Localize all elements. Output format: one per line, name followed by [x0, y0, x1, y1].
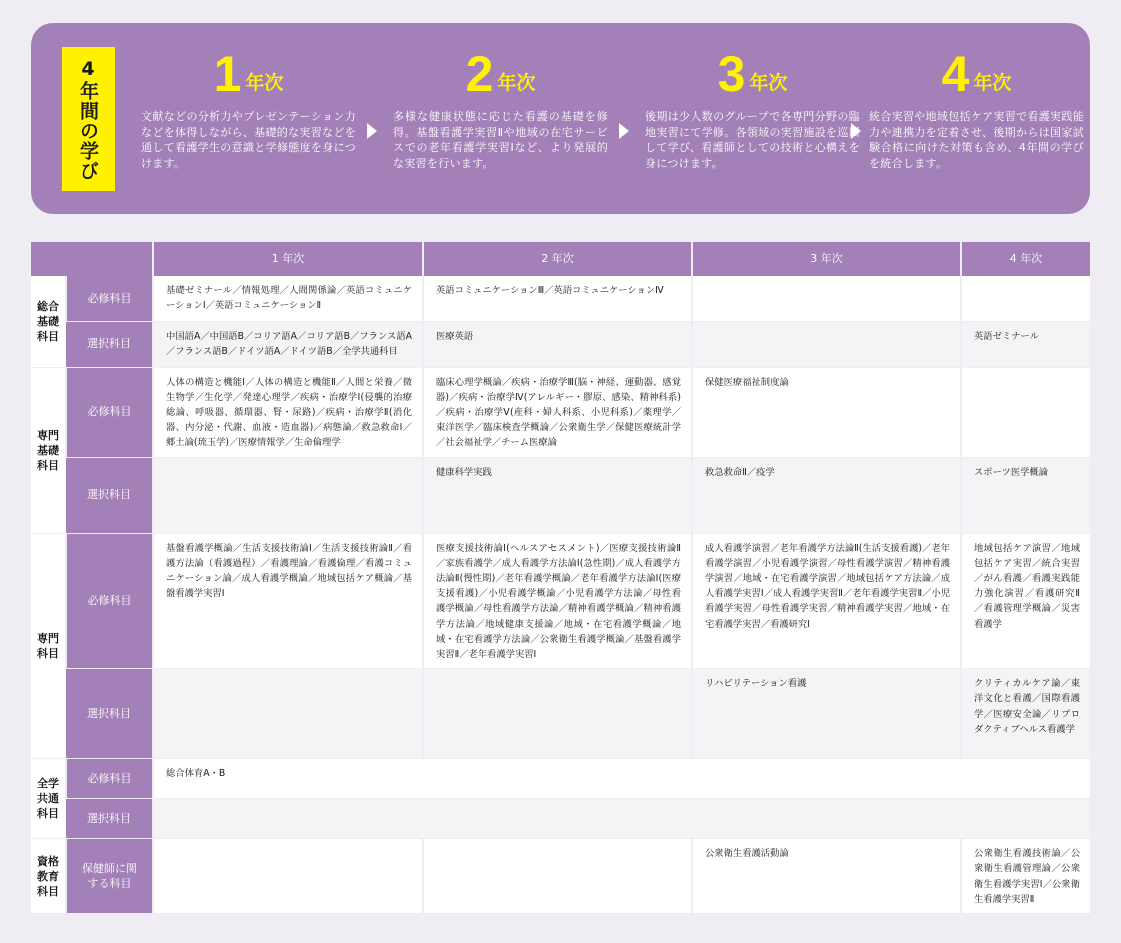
table-row — [31, 759, 1090, 799]
basic-required-y3: 保健医療福祉制度論 — [705, 376, 789, 388]
label-required: 必修科目 — [66, 367, 153, 457]
general-required-y4 — [962, 276, 1090, 289]
table-row — [31, 457, 1090, 533]
year-1-number: 1 — [213, 46, 242, 102]
basic-required-y2: 臨床心理学概論／疾病・治療学Ⅲ(脳・神経、運動器、感覚器)／疾病・治療学Ⅳ(アレルギー・膠原、感染、精神科系)／疾病・治療学Ⅴ(産科・婦人科系、小児科系)／薬理学／東洋医学／臨床検査学概論／公衆衛生学／保健医療統計学／社会福祉学／チーム医療論 — [436, 376, 681, 449]
label-required: 必修科目 — [66, 276, 153, 321]
year-2-description: 多様な健康状態に応じた看護の基礎を修得。基盤看護学実習Ⅱや地域の在宅サービスでの老年看護学実習Ⅰなど、より発展的な実習を行います。 — [393, 110, 608, 170]
license-phn-y1 — [154, 839, 422, 852]
year-2-suffix: 年次 — [497, 72, 536, 94]
category-license: 資格教育科目 — [31, 839, 66, 914]
basic-elective-y2: 健康科学実践 — [436, 466, 492, 478]
general-required-y3 — [693, 276, 960, 289]
major-elective-y2 — [424, 669, 691, 682]
year-4-block — [869, 37, 1084, 171]
major-elective-y1 — [154, 669, 422, 682]
year-3-description: 後期は少人数のグループで各専門分野の臨地実習にて学修。各領域の実習施設を巡回して学び、看護師としての技術と心構えを身につけます。 — [645, 110, 860, 170]
year-3-suffix: 年次 — [749, 72, 788, 94]
arrow-right-icon — [367, 123, 377, 139]
badge-label: 4年間の学び — [77, 57, 99, 181]
general-elective-y1: 中国語A／中国語B／コリア語A／コリア語B／フランス語A／フランス語B／ドイツ語A／ドイツ語B／全学共通科目 — [166, 330, 412, 357]
table-row — [31, 533, 1090, 669]
label-phn: 保健師に関する科目 — [66, 839, 153, 914]
table-row — [31, 276, 1090, 321]
common-required-all: 総合体育A・B — [166, 768, 226, 780]
general-elective-y3 — [693, 322, 960, 335]
basic-required-y1: 人体の構造と機能Ⅰ／人体の構造と機能Ⅱ／人間と栄養／微生物学／生化学／発達心理学／疾病・治療学Ⅰ(侵襲的治療総論、呼吸器、循環器、腎・尿路)／疾病・治療学Ⅱ(消化器、内分泌・代謝、血液・造血器)／病態論／救急救命Ⅰ／郷土論(琉玉学)／医療情報学／生命倫理学 — [166, 376, 412, 449]
category-common: 全学共通科目 — [31, 759, 66, 839]
category-general: 総合基礎科目 — [31, 276, 66, 367]
table-row — [31, 321, 1090, 367]
general-elective-y4: 英語ゼミナール — [974, 330, 1039, 342]
year-3-block — [645, 37, 860, 171]
table-row — [31, 839, 1090, 914]
table-header-row — [31, 242, 1090, 276]
category-major: 専門科目 — [31, 533, 66, 759]
major-required-y4: 地域包括ケア演習／地域包括ケア実習／統合実習／がん看護／看護実践能力強化演習／看護研究Ⅱ／看護管理学概論／災害看護学 — [974, 542, 1080, 630]
basic-elective-y3: 救急救命Ⅱ／疫学 — [705, 466, 775, 478]
license-phn-y3: 公衆衛生看護活動論 — [705, 848, 789, 860]
basic-elective-y1 — [154, 458, 422, 471]
arrow-right-icon — [851, 123, 861, 139]
major-required-y1: 基盤看護学概論／生活支援技術論Ⅰ／生活支援技術論Ⅱ／看護方法論（看護過程）／看護理論／看護倫理／看護コミュニケーション論／成人看護学概論／地域包括ケア概論／基盤看護学実習Ⅰ — [166, 542, 412, 600]
table-row — [31, 799, 1090, 839]
license-phn-y4: 公衆衛生看護技術論／公衆衛生看護管理論／公衆衛生看護学実習Ⅰ／公衆衛生看護学実習Ⅱ — [974, 848, 1080, 905]
major-elective-y4: クリティカルケア論／東洋文化と看護／国際看護学／医療安全論／リプロダクティブヘルス看護学 — [974, 678, 1080, 735]
four-year-banner — [31, 23, 1090, 214]
label-elective: 選択科目 — [66, 799, 153, 839]
license-phn-y2 — [424, 839, 691, 852]
general-elective-y2: 医療英語 — [436, 330, 474, 342]
label-elective: 選択科目 — [66, 321, 153, 367]
year-4-description: 統合実習や地域包括ケア実習で看護実践能力や連携力を定着させ、後期からは国家試験合格に向けた対策も含め、4年間の学びを統合します。 — [869, 110, 1084, 170]
table-row — [31, 367, 1090, 457]
year-3-number: 3 — [717, 46, 746, 102]
year-1-block — [141, 37, 356, 171]
table-header-corner — [31, 242, 153, 276]
label-elective: 選択科目 — [66, 669, 153, 759]
year-4-number: 4 — [941, 46, 970, 102]
header-year-3: 3 年次 — [692, 242, 961, 276]
year-2-number: 2 — [465, 46, 494, 102]
header-year-1: 1 年次 — [153, 242, 423, 276]
general-required-y1: 基礎ゼミナール／情報処理／人間関係論／英語コミュニケーションⅠ／英語コミュニケーションⅡ — [166, 285, 412, 312]
basic-required-y4 — [962, 368, 1090, 381]
category-basic: 専門基礎科目 — [31, 367, 66, 533]
year-2-block — [393, 37, 608, 171]
header-year-4: 4 年次 — [961, 242, 1090, 276]
table-row — [31, 669, 1090, 759]
basic-elective-y4: スポーツ医学概論 — [974, 466, 1049, 478]
general-required-y2: 英語コミュニケーションⅢ／英語コミュニケーションⅣ — [436, 285, 664, 296]
year-4-suffix: 年次 — [973, 72, 1012, 94]
four-year-badge — [62, 47, 115, 191]
label-required: 必修科目 — [66, 759, 153, 799]
label-required: 必修科目 — [66, 533, 153, 669]
label-elective: 選択科目 — [66, 457, 153, 533]
year-1-description: 文献などの分析力やプレゼンテーション力などを体得しながら、基礎的な実習などを通して看護学生の意識と学修態度を身につけます。 — [141, 110, 356, 170]
major-required-y2: 医療支援技術論Ⅰ(ヘルスアセスメント)／医療支援技術論Ⅱ／家族看護学／成人看護学方法論Ⅰ(急性期)／成人看護学方法論Ⅱ(慢性期)／老年看護学概論／老年看護学方法論Ⅰ(医療支援看護)／小児看護学概論／小児看護学方法論／母性看護学概論／母性看護学方法論／精神看護学概論／精神看護学方法論／地域健康支援論／地域・在宅看護学概論／地域・在宅看護学方法論／公衆衛生看護学概論／基盤看護学実習Ⅱ／老年看護学実習Ⅰ — [436, 542, 681, 660]
curriculum-table — [31, 242, 1090, 914]
major-required-y3: 成人看護学演習／老年看護学方法論Ⅱ(生活支援看護)／老年看護学演習／小児看護学演習／母性看護学演習／精神看護学演習／地域・在宅看護学演習／地域包括ケア方法論／成人看護学実習Ⅰ／成人看護学実習Ⅱ／老年看護学実習Ⅱ／小児看護学実習／母性看護学実習／精神看護学実習／地域・在宅看護学実習／看護研究Ⅰ — [705, 542, 950, 630]
common-elective-all — [154, 799, 1090, 812]
arrow-right-icon — [619, 123, 629, 139]
major-elective-y3: リハビリテーション看護 — [705, 678, 807, 690]
year-1-suffix: 年次 — [245, 72, 284, 94]
header-year-2: 2 年次 — [423, 242, 692, 276]
